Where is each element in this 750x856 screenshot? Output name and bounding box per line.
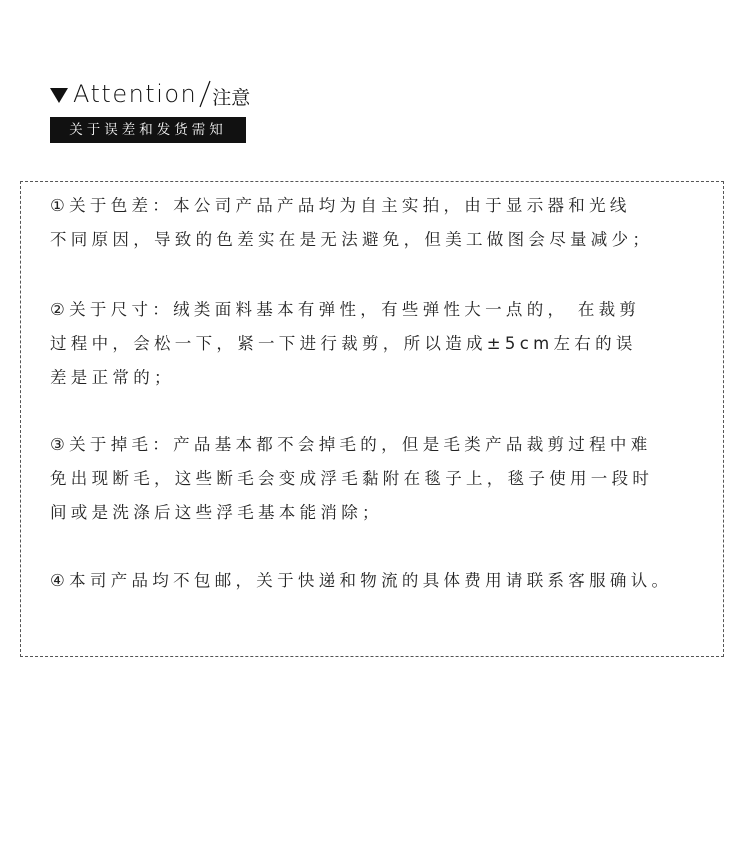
notice-box: [20, 181, 724, 657]
note-line: 间或是洗涤后这些浮毛基本能消除；: [50, 503, 383, 522]
note-line: 差是正常的；: [50, 368, 175, 387]
note-line: 免出现断毛，这些断毛会变成浮毛黏附在毯子上，毯子使用一段时: [50, 469, 654, 488]
section-badge: 关于误差和发货需知: [50, 117, 246, 143]
note-line: ④本司产品均不包邮，关于快递和物流的具体费用请联系客服确认。: [50, 571, 673, 590]
note-shipping: [50, 564, 672, 598]
note-shedding: [50, 428, 653, 530]
triangle-down-icon: [50, 88, 68, 103]
attention-header: [50, 78, 250, 110]
note-line: ②关于尺寸：绒类面料基本有弹性，有些弹性大一点的， 在裁剪: [50, 300, 641, 319]
note-color-difference: [50, 189, 653, 257]
note-size: [50, 293, 640, 395]
note-line: ①关于色差：本公司产品产品均为自主实拍，由于显示器和光线: [50, 196, 631, 215]
note-line: 过程中，会松一下，紧一下进行裁剪，所以造成±5cm左右的误: [50, 334, 637, 353]
title-english: Attention: [73, 80, 198, 108]
note-line: ③关于掉毛：产品基本都不会掉毛的，但是毛类产品裁剪过程中难: [50, 435, 652, 454]
note-line: 不同原因，导致的色差实在是无法避免，但美工做图会尽量减少；: [50, 230, 654, 249]
title-chinese: 注意: [212, 86, 251, 109]
slash-divider-icon: [198, 79, 212, 109]
